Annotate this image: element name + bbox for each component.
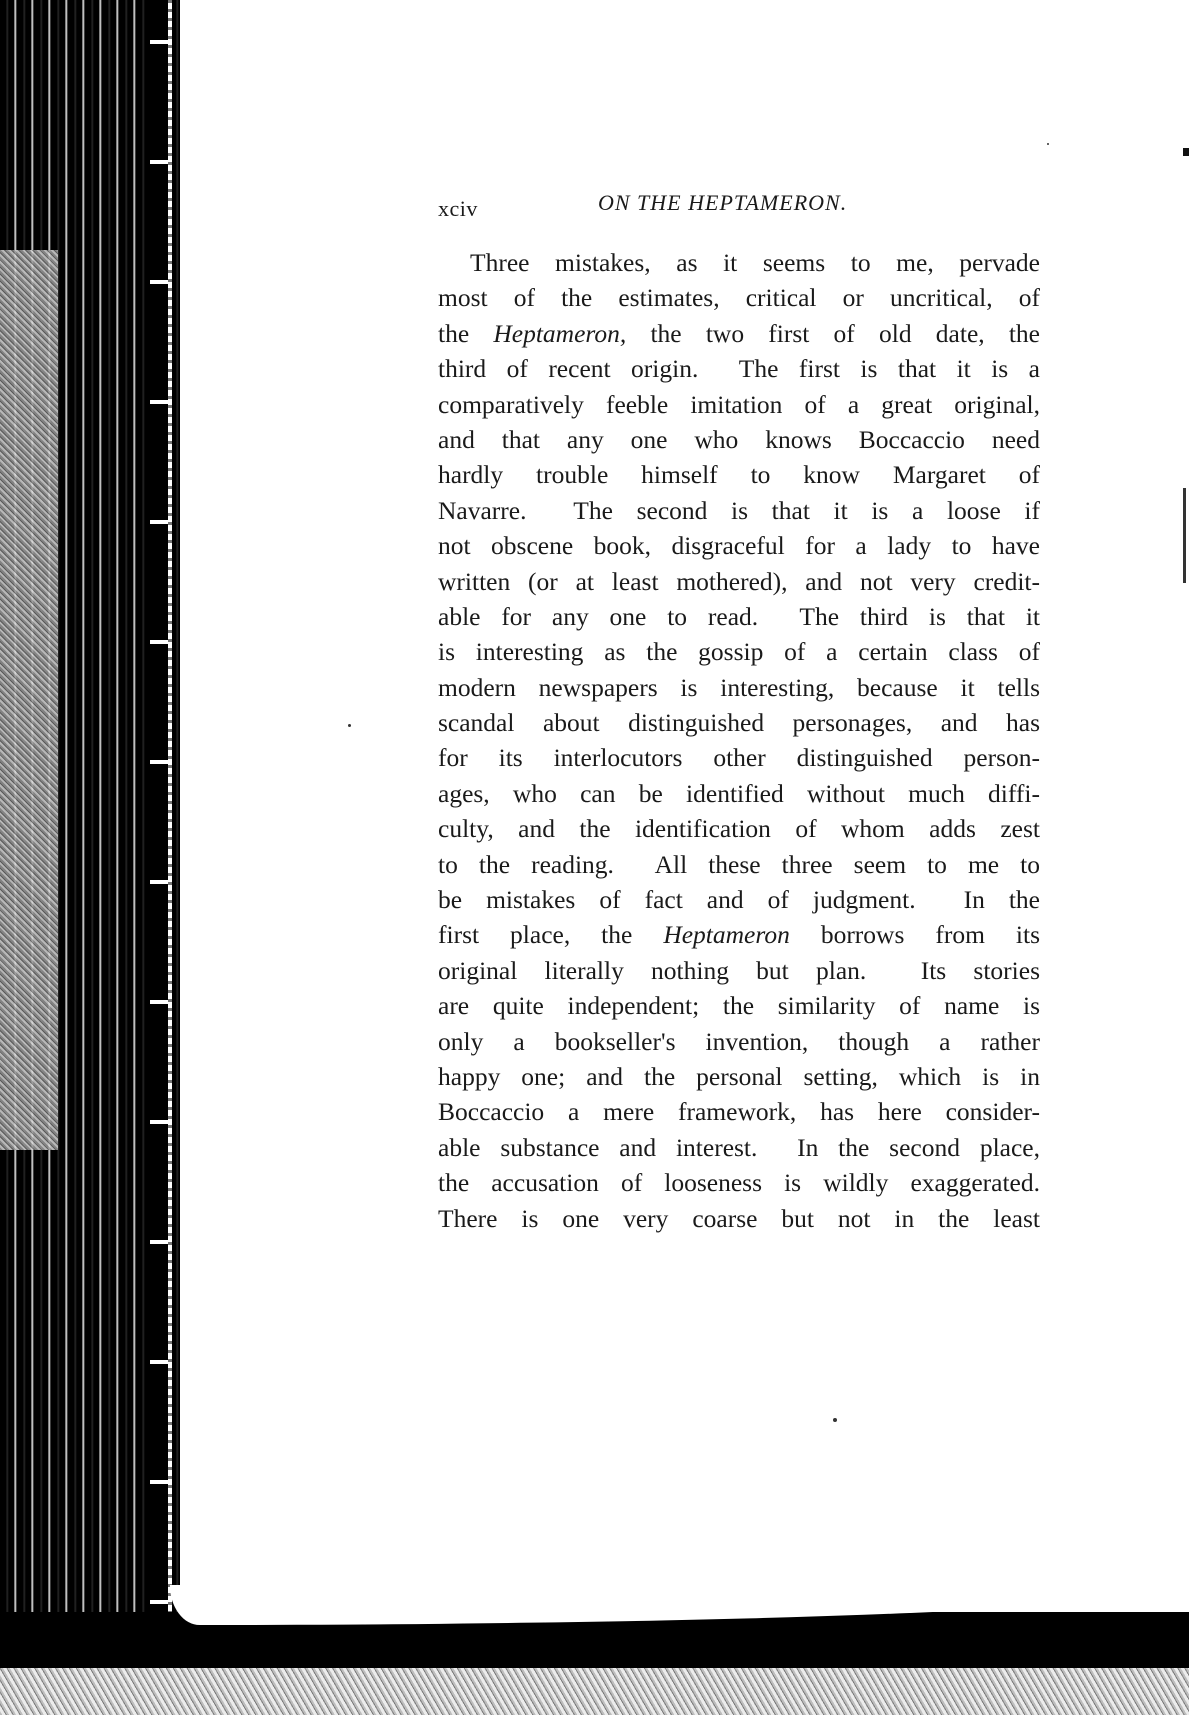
text-run: written (or at least mothered), and not very credit-	[438, 566, 1040, 596]
text-line	[438, 847, 1040, 882]
scan-bottom-texture	[0, 1668, 1189, 1715]
text-run: happy one; and the personal setting, which is in	[438, 1061, 1040, 1091]
text-line	[438, 457, 1040, 492]
text-line	[438, 564, 1040, 599]
text-run: scandal about distinguished personages, and has	[438, 708, 1040, 738]
body-paragraph	[438, 245, 1040, 1236]
text-line	[438, 422, 1040, 457]
text-run: only a bookseller's invention, though a rather	[438, 1026, 1040, 1056]
scan-edge-bar	[1183, 488, 1186, 583]
scan-edge-mark	[1183, 148, 1189, 156]
text-run: and that any one who knows Boccaccio need	[438, 424, 1040, 454]
text-run: not obscene book, disgraceful for a lady to have	[438, 531, 1040, 561]
text-run: first place, the	[438, 920, 664, 950]
text-line	[438, 740, 1040, 775]
text-line	[438, 882, 1040, 917]
text-run: comparatively feeble imitation of a great original,	[438, 389, 1040, 419]
text-run: hardly trouble himself to know Margaret of	[438, 460, 1040, 490]
text-line	[438, 953, 1040, 988]
text-run: Boccaccio a mere framework, has here consider-	[438, 1097, 1040, 1127]
text-run: able substance and interest. In the second place,	[438, 1132, 1040, 1162]
text-line	[438, 1130, 1040, 1165]
scan-speck	[833, 1418, 837, 1422]
text-line	[438, 811, 1040, 846]
page-number: xciv	[438, 196, 478, 221]
italic-title: Heptameron,	[493, 318, 627, 348]
text-line	[438, 1094, 1040, 1129]
text-line	[438, 528, 1040, 563]
text-line	[438, 634, 1040, 669]
text-line	[438, 493, 1040, 528]
text-run: borrows from its	[789, 920, 1040, 950]
page-stack-highlight	[168, 0, 172, 1640]
text-line	[438, 1201, 1040, 1236]
text-run: modern newspapers is interesting, because it tells	[438, 672, 1040, 702]
text-run: be mistakes of fact and of judgment. In the	[438, 885, 1040, 915]
running-title: ON THE HEPTAMERON.	[598, 190, 848, 215]
text-run: original literally nothing but plan. Its stories	[438, 955, 1040, 985]
text-line	[438, 917, 1040, 952]
text-run: third of recent origin. The first is that it is a	[438, 354, 1040, 384]
text-run: able for any one to read. The third is that it	[438, 601, 1040, 631]
text-run: to the reading. All these three seem to me to	[438, 849, 1040, 879]
text-line	[438, 280, 1040, 315]
text-run: for its interlocutors other distinguished person-	[438, 743, 1040, 773]
text-line	[438, 245, 1040, 280]
text-line	[438, 387, 1040, 422]
text-line	[438, 351, 1040, 386]
text-line	[438, 988, 1040, 1023]
text-line	[438, 776, 1040, 811]
text-line	[438, 1165, 1040, 1200]
scan-speck	[348, 724, 351, 727]
text-line	[438, 599, 1040, 634]
page-header	[438, 190, 1038, 230]
text-run: most of the estimates, critical or uncritical, of	[438, 283, 1040, 313]
text-line	[438, 316, 1040, 351]
text-run: are quite independent; the similarity of name is	[438, 991, 1040, 1021]
text-line	[438, 705, 1040, 740]
text-line	[438, 1024, 1040, 1059]
text-run: Three mistakes, as it seems to me, pervade	[470, 248, 1040, 277]
text-run: ages, who can be identified without much diffi-	[438, 778, 1040, 808]
binding-shadow-texture	[0, 250, 58, 1150]
italic-title: Heptameron	[663, 920, 790, 950]
text-run: the	[438, 318, 494, 348]
text-run: Navarre. The second is that it is a loose if	[438, 495, 1040, 525]
text-run: There is one very coarse but not in the least	[438, 1203, 1040, 1233]
text-run: culty, and the identification of whom adds zest	[438, 814, 1040, 844]
text-line	[438, 1059, 1040, 1094]
text-line	[438, 670, 1040, 705]
text-run: is interesting as the gossip of a certain class of	[438, 637, 1040, 667]
page-stack-edge	[150, 0, 168, 1640]
text-run: the two first of old date, the	[626, 318, 1040, 348]
text-run: the accusation of looseness is wildly exaggerated.	[438, 1168, 1040, 1198]
scan-speck	[1047, 143, 1049, 145]
